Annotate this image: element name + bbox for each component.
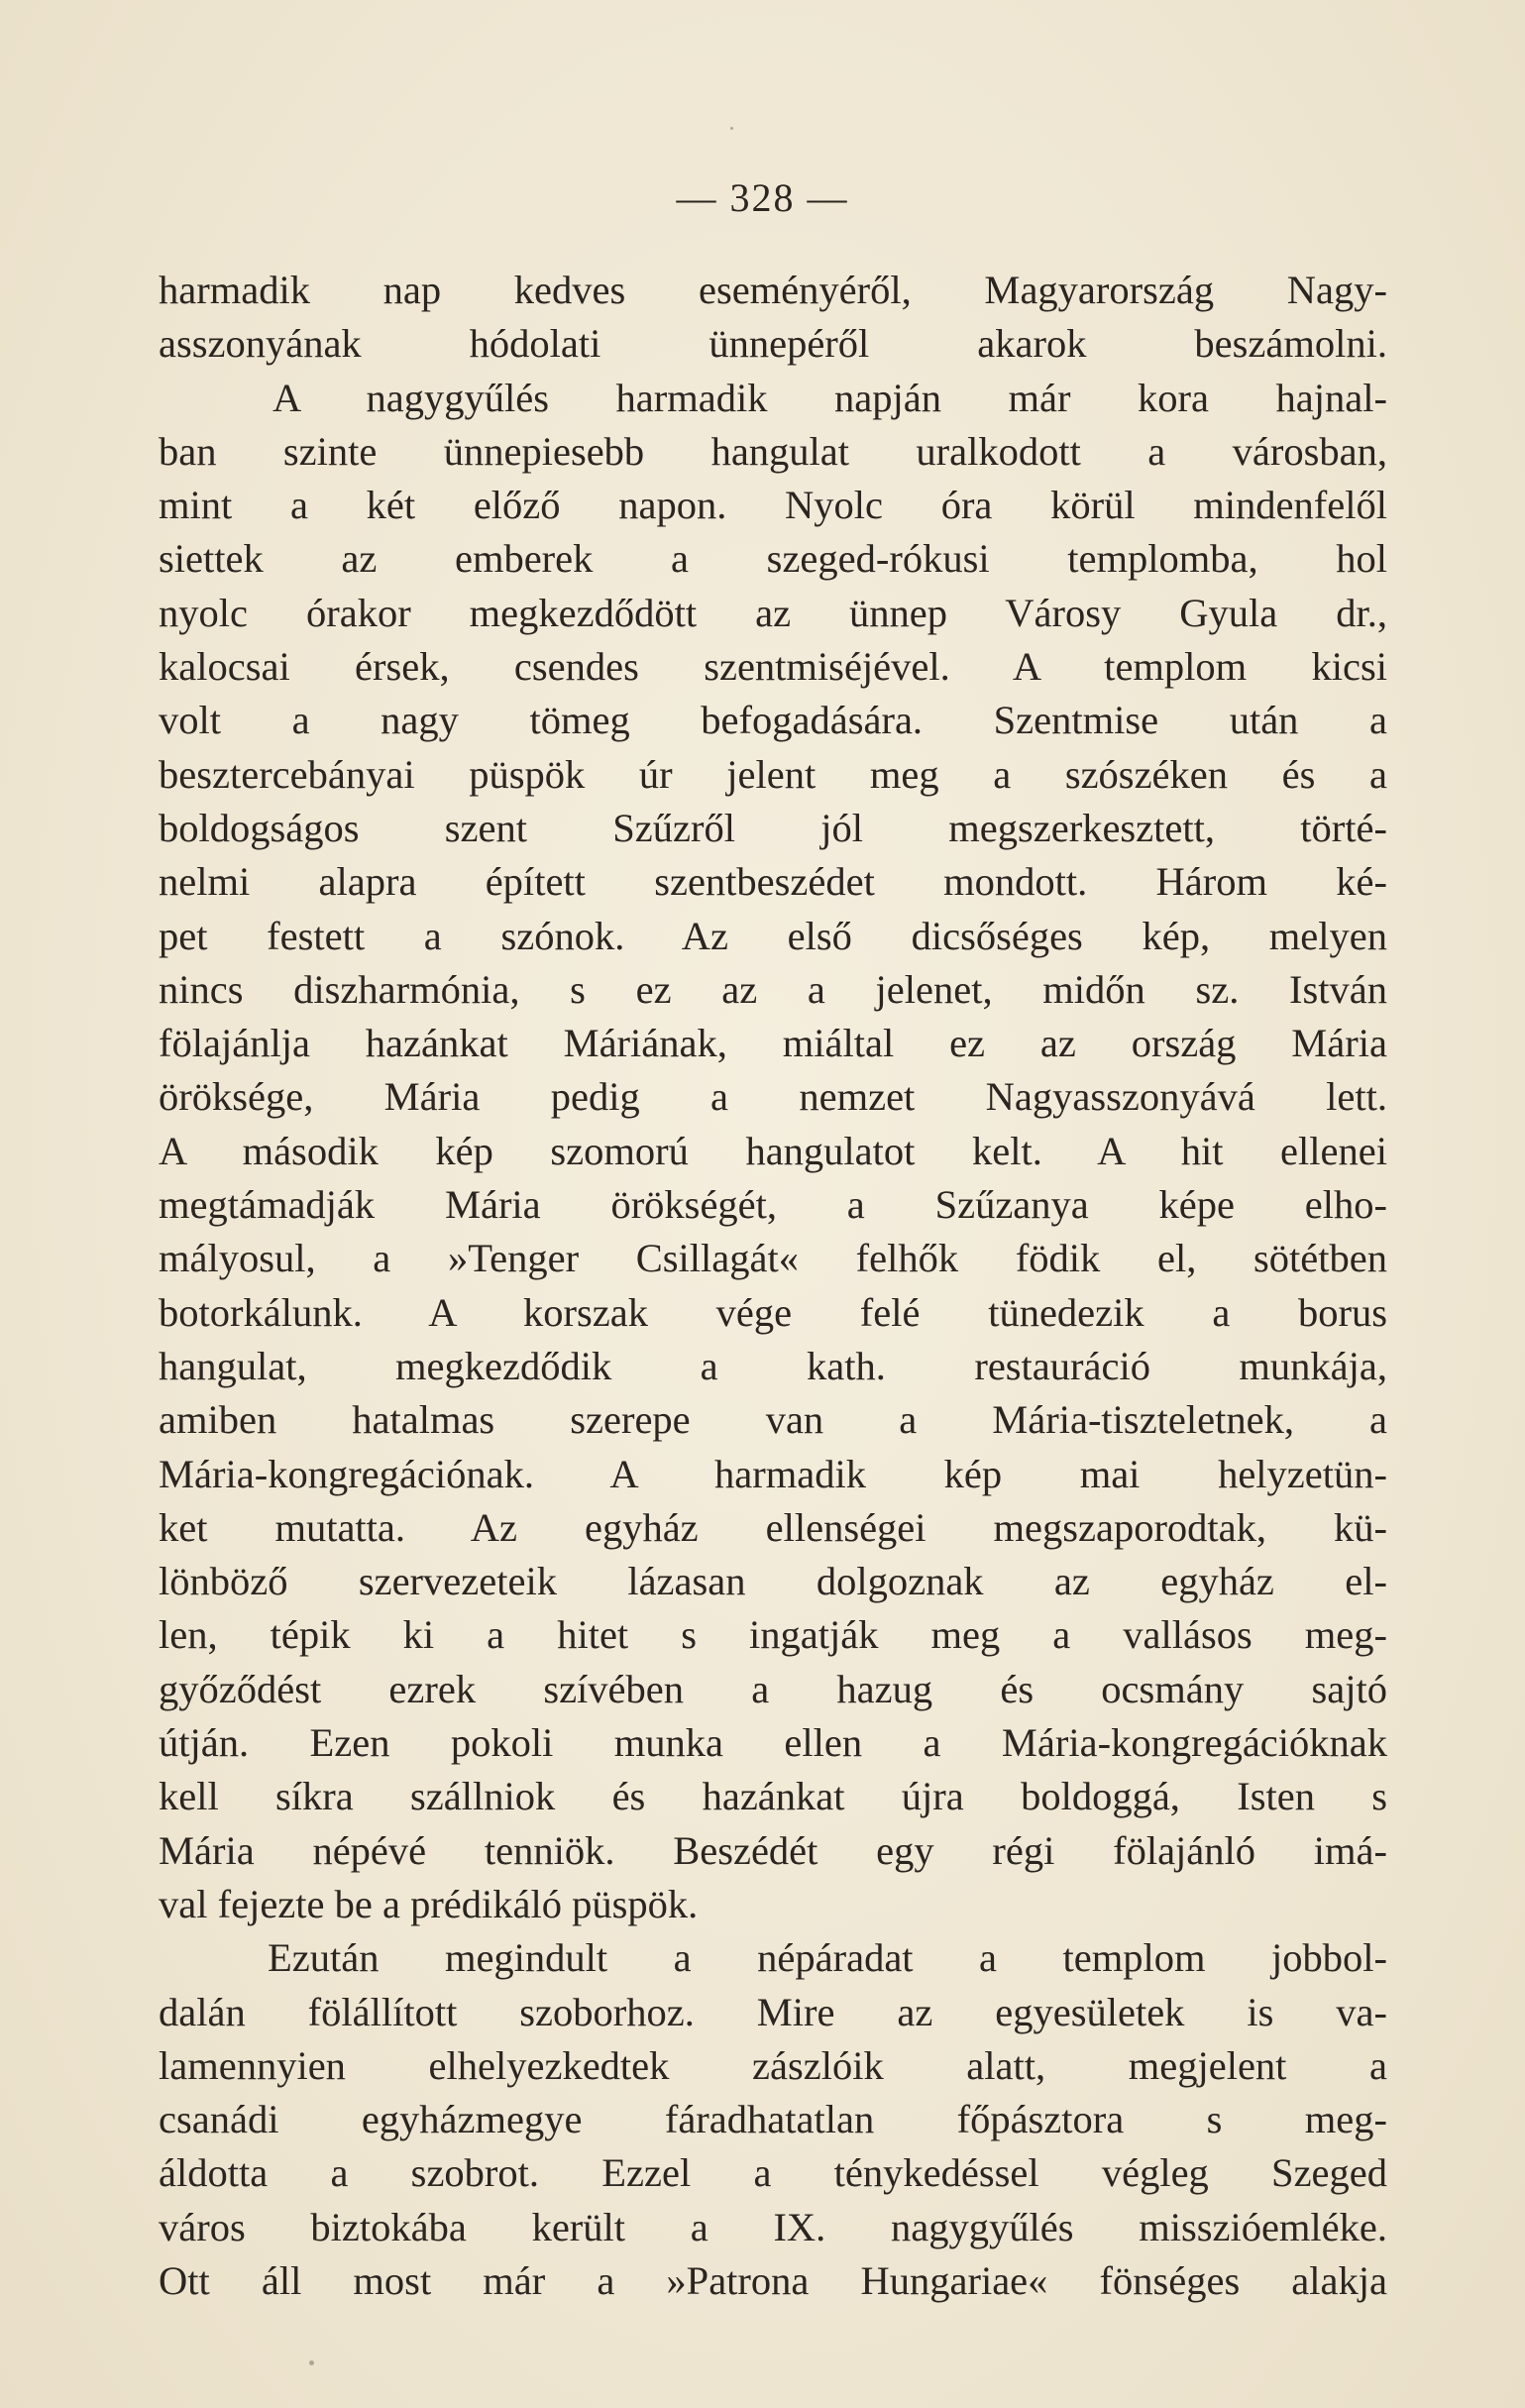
- text-line: nelmi alapra épített szentbeszédet mondott. Három ké-: [159, 859, 1387, 905]
- text-line: kell síkra szállniok és hazánkat újra boldoggá, Isten s: [159, 1774, 1387, 1819]
- text-line: Ezután megindult a népáradat a templom jobbol-: [268, 1935, 1387, 1981]
- text-line: ket mutatta. Az egyház ellenségei megszaporodtak, kü-: [159, 1504, 1387, 1550]
- text-line: besztercebányai püspök úr jelent meg a szószéken és a: [159, 751, 1387, 797]
- text-line: siettek az emberek a szeged-rókusi templomba, hol: [159, 536, 1387, 582]
- text-line: Mária-kongregációnak. A harmadik kép mai helyzetün-: [159, 1451, 1387, 1496]
- page-number: — 328 —: [676, 175, 849, 220]
- text-line: hangulat, megkezdődik a kath. restauráció munkája,: [159, 1343, 1387, 1388]
- text-line: megtámadják Mária örökségét, a Szűzanya képe elho-: [159, 1182, 1387, 1228]
- text-line: győződést ezrek szívében a hazug és ocsmány sajtó: [159, 1666, 1387, 1711]
- text-line: harmadik nap kedves eseményéről, Magyarország Nagy-: [159, 268, 1387, 312]
- text-line: dalán fölállított szoborhoz. Mire az egyesületek is va-: [159, 1989, 1387, 2034]
- text-line: val fejezte be a prédikáló püspök.: [159, 1881, 699, 1926]
- text-line: botorkálunk. A korszak vége felé tünedezik a borus: [159, 1289, 1387, 1335]
- text-line: lamennyien elhelyezkedtek zászlóik alatt, megjelent a: [159, 2042, 1387, 2088]
- text-line: pet festett a szónok. Az első dicsőséges kép, melyen: [159, 913, 1387, 958]
- text-line: A második kép szomorú hangulatot kelt. A hit ellenei: [159, 1128, 1387, 1173]
- text-line: boldogságos szent Szűzről jól megszerkesztett, törté-: [159, 805, 1387, 850]
- text-line: amiben hatalmas szerepe van a Mária-tiszteletnek, a: [159, 1397, 1387, 1443]
- text-line: áldotta a szobrot. Ezzel a ténykedéssel végleg Szeged: [159, 2150, 1387, 2196]
- text-line: öröksége, Mária pedig a nemzet Nagyasszonyává lett.: [159, 1074, 1387, 1120]
- text-line: nincs diszharmónia, s ez az a jelenet, midőn sz. István: [159, 966, 1387, 1012]
- text-line: len, tépik ki a hitet s ingatják meg a vallásos meg-: [159, 1612, 1387, 1658]
- text-line: mint a két előző napon. Nyolc óra körül mindenfelől: [159, 483, 1387, 528]
- text-line: nyolc órakor megkezdődött az ünnep Városy Gyula dr.,: [159, 590, 1387, 635]
- text-line: útján. Ezen pokoli munka ellen a Mária-kongregációknak: [159, 1720, 1387, 1766]
- paper-speck: [309, 2360, 314, 2365]
- text-line: volt a nagy tömeg befogadására. Szentmise után a: [159, 698, 1387, 743]
- text-line: kalocsai érsek, csendes szentmiséjével. A templom kicsi: [159, 644, 1387, 690]
- text-line: asszonyának hódolati ünnepéről akarok beszámolni.: [159, 321, 1387, 367]
- text-line: fölajánlja hazánkat Máriának, miáltal ez az ország Mária: [159, 1021, 1387, 1066]
- text-line: Ott áll most már a »Patrona Hungariae« fönséges alakja: [159, 2257, 1387, 2303]
- text-line: Mária népévé tenniök. Beszédét egy régi fölajánló imá-: [159, 1827, 1387, 1873]
- text-line: A nagygyűlés harmadik napján már kora hajnal-: [272, 375, 1387, 420]
- text-line: város biztokába került a IX. nagygyűlés misszióemléke.: [159, 2204, 1387, 2249]
- text-line: lönböző szervezeteik lázasan dolgoznak az egyház el-: [159, 1559, 1387, 1604]
- text-line: mályosul, a »Tenger Csillagát« felhők födik el, sötétben: [159, 1236, 1387, 1281]
- text-line: csanádi egyházmegye fáradhatatlan főpásztora s meg-: [159, 2097, 1387, 2142]
- paper-speck: [730, 127, 733, 130]
- body-text: [159, 264, 1387, 2308]
- text-line: ban szinte ünnepiesebb hangulat uralkodott a városban,: [159, 428, 1387, 474]
